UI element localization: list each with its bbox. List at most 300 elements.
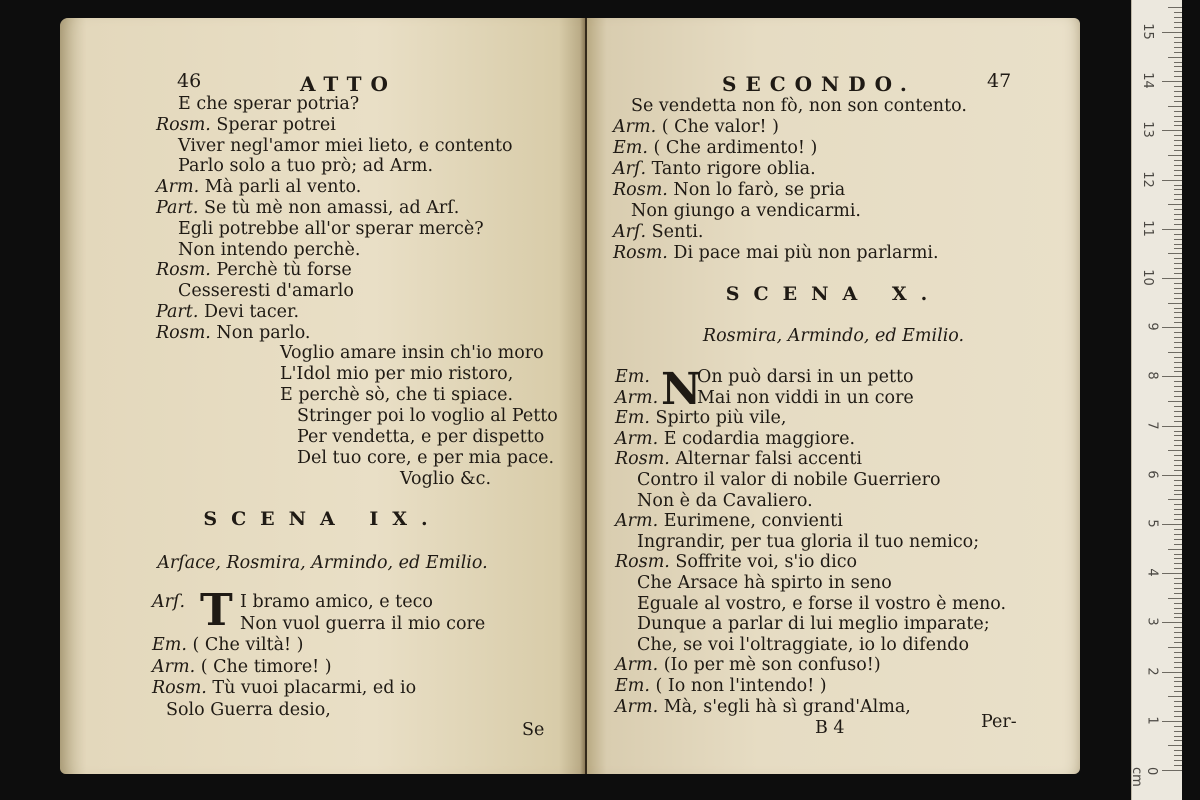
speaker-label: Arſ. (613, 222, 647, 242)
line-text: Mà parli al vento. (199, 177, 362, 198)
text-line (615, 408, 786, 428)
ruler-tick (1174, 47, 1182, 48)
ruler-tick (1174, 686, 1182, 687)
ruler-tick (1174, 140, 1182, 141)
text-line (613, 159, 816, 179)
ruler-tick (1174, 509, 1182, 510)
speaker-label: Rosm. (156, 322, 211, 343)
ruler-tick (1174, 101, 1182, 102)
line-text: Mà, s'egli hà sì grand'Alma, (658, 696, 911, 717)
right-page (587, 18, 1080, 774)
ruler-tick (1174, 406, 1182, 407)
ruler-tick (1174, 283, 1182, 284)
ruler-tick (1174, 194, 1182, 195)
ruler-tick (1174, 239, 1182, 240)
line-text: Voglio amare insin ch'io moro (280, 343, 544, 363)
ruler-tick (1174, 652, 1182, 653)
ruler-tick (1174, 121, 1182, 122)
ruler-tick (1174, 765, 1182, 766)
line-text: L'Idol mio per mio ristoro, (280, 364, 514, 384)
ruler-tick (1174, 421, 1182, 422)
right-page-number: 47 (987, 70, 1012, 92)
ruler-tick (1162, 376, 1182, 377)
speaker-label: Em. (615, 367, 650, 387)
line-text: ( Che ardimento! ) (647, 138, 818, 158)
ruler-tick (1162, 130, 1182, 131)
ruler-tick (1162, 32, 1182, 33)
text-line (152, 657, 332, 677)
text-line (637, 573, 892, 593)
right-scene-title: SCENA X. (725, 283, 942, 305)
text-line (631, 201, 861, 221)
ruler-tick (1174, 165, 1182, 166)
line-text: I bramo amico, e teco (240, 592, 433, 612)
ruler-tick (1174, 681, 1182, 682)
ruler-tick (1168, 253, 1182, 254)
ruler-tick (1174, 608, 1182, 609)
ruler-tick (1174, 485, 1182, 486)
ruler-tick (1162, 81, 1182, 82)
speaker-label: Arſ. (613, 159, 647, 179)
text-line (637, 491, 813, 511)
ruler-tick (1174, 554, 1182, 555)
line-text: Alternar falsi accenti (669, 449, 862, 470)
open-book (60, 18, 1080, 774)
text-line (613, 222, 703, 242)
line-text: Spirto più vile, (649, 408, 787, 429)
ruler-tick (1174, 116, 1182, 117)
ruler-tick (1168, 499, 1182, 500)
text-line (152, 592, 433, 612)
ruler-tick (1174, 578, 1182, 579)
ruler-tick (1174, 367, 1182, 368)
ruler-tick (1174, 455, 1182, 456)
ruler-tick (1174, 298, 1182, 299)
ruler-tick (1174, 288, 1182, 289)
ruler-number: 9 (1144, 322, 1160, 331)
text-line (156, 177, 361, 197)
text-line (178, 281, 354, 301)
speaker-label: Rosm. (615, 449, 670, 470)
text-line (240, 614, 485, 634)
speaker-label: Arm. (615, 387, 659, 408)
ruler-tick (1174, 357, 1182, 358)
ruler-tick (1174, 312, 1182, 313)
ruler-tick (1174, 337, 1182, 338)
ruler-tick (1174, 381, 1182, 382)
speaker-label: Arm. (156, 177, 200, 198)
ruler-tick (1174, 632, 1182, 633)
text-line (631, 96, 967, 116)
line-text: Viver negl'amor miei lieto, e contento (178, 135, 513, 156)
ruler-tick (1174, 322, 1182, 323)
ruler-tick (1174, 347, 1182, 348)
text-line (156, 198, 459, 218)
speaker-label: Rosm. (613, 180, 668, 200)
speaker-label: Em. (152, 635, 187, 655)
ruler-tick (1174, 731, 1182, 732)
ruler-tick (1174, 12, 1182, 13)
ruler-tick (1174, 657, 1182, 658)
speaker-label: Arm. (615, 511, 659, 532)
speaker-label: Arm. (615, 655, 659, 676)
text-line (297, 427, 544, 447)
line-text: Parlo solo a tuo prò; ad Arm. (178, 156, 434, 177)
text-line (615, 367, 914, 387)
ruler-tick (1162, 327, 1182, 328)
ruler-tick (1162, 524, 1182, 525)
speaker-label: Rosm. (613, 243, 668, 263)
text-line (400, 469, 491, 489)
right-catchword: Per- (981, 712, 1017, 732)
speaker-label: Rosm. (152, 678, 207, 698)
left-page (60, 18, 585, 774)
ruler-tick (1174, 617, 1182, 618)
text-line (613, 138, 817, 158)
text-line (178, 94, 359, 114)
line-text: Sperar potrei (210, 114, 336, 135)
ruler-tick (1174, 716, 1182, 717)
line-text: Se vendetta non fò, non son contento. (631, 96, 967, 116)
ruler-number: 11 (1140, 220, 1156, 237)
ruler-tick (1174, 308, 1182, 309)
ruler-tick (1174, 273, 1182, 274)
ruler-tick (1174, 125, 1182, 126)
text-line (152, 635, 303, 655)
ruler-tick (1174, 637, 1182, 638)
speaker-label: Part. (156, 198, 199, 218)
text-line (637, 470, 941, 490)
line-text: Mai non viddi in un core (697, 387, 914, 408)
text-line (615, 449, 862, 469)
line-text: Eurimene, convienti (658, 511, 843, 532)
ruler-tick (1174, 583, 1182, 584)
text-line (297, 406, 558, 426)
ruler-tick (1174, 539, 1182, 540)
ruler-tick (1174, 170, 1182, 171)
ruler-tick (1168, 57, 1182, 58)
ruler-tick (1174, 740, 1182, 741)
ruler-tick (1174, 244, 1182, 245)
ruler-tick (1162, 721, 1182, 722)
text-line (615, 387, 914, 408)
ruler-tick (1174, 332, 1182, 333)
line-text: Stringer poi lo voglio al Petto (297, 406, 558, 426)
speaker-label: Em. (615, 408, 650, 429)
ruler-tick (1174, 465, 1182, 466)
ruler-tick (1174, 563, 1182, 564)
ruler-tick (1174, 66, 1182, 67)
ruler-tick (1174, 135, 1182, 136)
ruler-tick (1162, 180, 1182, 181)
text-line (178, 136, 513, 156)
ruler-tick (1162, 475, 1182, 476)
text-line (637, 532, 979, 552)
ruler-tick (1174, 185, 1182, 186)
ruler-tick (1174, 362, 1182, 363)
ruler-tick (1174, 386, 1182, 387)
text-line (166, 700, 331, 720)
ruler-tick (1174, 234, 1182, 235)
ruler-tick (1174, 22, 1182, 23)
ruler-tick (1174, 209, 1182, 210)
left-running-head: ATTO (300, 72, 397, 96)
ruler-tick (1174, 662, 1182, 663)
ruler-tick (1162, 622, 1182, 623)
line-text: Non lo farò, se pria (667, 180, 846, 200)
ruler-tick (1174, 342, 1182, 343)
measurement-ruler (1131, 0, 1182, 800)
ruler-tick (1174, 480, 1182, 481)
line-text: Egli potrebbe all'or sperar mercè? (178, 218, 484, 239)
ruler-tick (1174, 76, 1182, 77)
line-text: Non vuol guerra il mio core (240, 613, 486, 634)
ruler-tick (1168, 549, 1182, 550)
signature-mark: B 4 (815, 718, 845, 738)
line-text: Del tuo core, e per mia pace. (297, 448, 555, 468)
ruler-tick (1162, 573, 1182, 574)
ruler-tick (1174, 514, 1182, 515)
ruler-tick (1174, 17, 1182, 18)
ruler-tick (1174, 593, 1182, 594)
ruler-tick (1174, 268, 1182, 269)
text-line (613, 117, 779, 137)
ruler-tick (1174, 667, 1182, 668)
text-line (637, 594, 1006, 614)
ruler-tick (1174, 460, 1182, 461)
text-line (280, 385, 513, 405)
text-line (178, 240, 360, 260)
ruler-tick (1174, 396, 1182, 397)
ruler-tick (1174, 691, 1182, 692)
ruler-number: 3 (1144, 617, 1160, 627)
line-text: Soffrite voi, s'io dico (669, 552, 858, 573)
ruler-unit-label: 0 cm (1129, 767, 1159, 787)
line-text: Di pace mai più non parlarmi. (667, 243, 939, 263)
line-text: (Io per mè son confuso!) (658, 655, 881, 676)
ruler-tick (1174, 750, 1182, 751)
ruler-tick (1168, 106, 1182, 107)
ruler-tick (1174, 445, 1182, 446)
ruler-tick (1174, 371, 1182, 372)
line-text: Voglio &c. (400, 469, 492, 489)
ruler-number: 5 (1144, 519, 1160, 528)
speaker-label: Arm. (152, 656, 196, 677)
ruler-tick (1174, 160, 1182, 161)
ruler-tick (1174, 293, 1182, 294)
ruler-number: 10 (1140, 269, 1156, 286)
ruler-tick (1174, 52, 1182, 53)
ruler-tick (1174, 96, 1182, 97)
line-text: Solo Guerra desio, (166, 699, 331, 720)
line-text: ( Che timore! ) (195, 656, 332, 677)
ruler-tick (1174, 435, 1182, 436)
ruler-number: 8 (1144, 371, 1160, 381)
ruler-tick (1168, 7, 1182, 8)
speaker-label: Rosm. (156, 114, 211, 135)
line-text: Tù vuoi placarmi, ed io (206, 678, 417, 698)
line-text: Devi tacer. (198, 302, 300, 322)
ruler-tick (1174, 642, 1182, 643)
line-text: Che, se voi l'oltraggiate, io lo difendo (637, 634, 969, 655)
line-text: Non parlo. (210, 322, 311, 343)
ruler-number: 7 (1144, 420, 1160, 430)
ruler-tick (1174, 494, 1182, 495)
ruler-tick (1174, 145, 1182, 146)
ruler-tick (1168, 204, 1182, 205)
text-line (615, 429, 855, 449)
ruler-number: 15 (1140, 23, 1156, 40)
speaker-label: Arm. (613, 117, 657, 137)
ruler-tick (1174, 755, 1182, 756)
line-text: ( Io non l'intendo! ) (649, 676, 827, 696)
ruler-tick (1168, 352, 1182, 353)
ruler-tick (1174, 199, 1182, 200)
ruler-tick (1168, 647, 1182, 648)
left-drop-cap: T (200, 585, 233, 636)
ruler-tick (1174, 248, 1182, 249)
ruler-tick (1174, 71, 1182, 72)
speaker-label: Arm. (615, 696, 659, 717)
text-line (637, 614, 990, 634)
text-line (615, 511, 843, 531)
ruler-tick (1174, 258, 1182, 259)
line-text: Non intendo perchè. (178, 239, 361, 260)
text-line (637, 635, 969, 655)
ruler-tick (1174, 62, 1182, 63)
ruler-tick (1174, 111, 1182, 112)
text-line (152, 678, 416, 698)
ruler-tick (1174, 736, 1182, 737)
text-line (615, 655, 881, 675)
speaker-label: Arm. (615, 428, 659, 449)
line-text: E perchè sò, che ti spiace. (280, 385, 514, 405)
line-text: ( Che valor! ) (656, 117, 779, 137)
line-text: E codardia maggiore. (658, 428, 856, 449)
ruler-tick (1168, 598, 1182, 599)
ruler-tick (1162, 229, 1182, 230)
ruler-tick (1174, 534, 1182, 535)
ruler-tick (1174, 490, 1182, 491)
text-line (615, 676, 827, 696)
line-text: Senti. (646, 222, 704, 242)
line-text: Cesseresti d'amarlo (178, 281, 354, 302)
ruler-tick (1174, 544, 1182, 545)
text-line (178, 156, 433, 176)
ruler-tick (1174, 150, 1182, 151)
ruler-tick (1174, 224, 1182, 225)
ruler-tick (1174, 726, 1182, 727)
speaker-label: Part. (156, 302, 199, 322)
line-text: On può darsi in un petto (697, 367, 914, 387)
speaker-label: Em. (615, 676, 650, 696)
line-text: Se tù mè non amassi, ad Arſ. (198, 198, 460, 218)
ruler-tick (1174, 431, 1182, 432)
line-text: Eguale al vostro, e forse il vostro è meno. (637, 593, 1007, 614)
ruler-tick (1168, 155, 1182, 156)
right-scene-cast: Rosmira, Armindo, ed Emilio. (702, 326, 965, 346)
speaker-label: Rosm. (156, 260, 211, 281)
ruler-tick (1174, 470, 1182, 471)
line-text: Che Arsace hà spirto in seno (637, 573, 892, 593)
ruler-tick (1174, 391, 1182, 392)
ruler-tick (1174, 677, 1182, 678)
line-text: Tanto rigore oblia. (646, 159, 816, 179)
line-text: E che sperar potria? (178, 94, 360, 114)
ruler-tick (1168, 450, 1182, 451)
ruler-tick (1174, 42, 1182, 43)
ruler-tick (1174, 27, 1182, 28)
left-scene-title: SCENA IX. (203, 508, 442, 530)
ruler-tick (1174, 760, 1182, 761)
ruler-tick (1162, 426, 1182, 427)
ruler-tick (1174, 189, 1182, 190)
ruler-tick (1174, 613, 1182, 614)
ruler-tick (1174, 529, 1182, 530)
ruler-number: 6 (1144, 470, 1160, 479)
ruler-number: 4 (1144, 568, 1160, 577)
text-line (615, 697, 911, 717)
text-line (178, 219, 484, 239)
ruler-tick (1168, 303, 1182, 304)
text-line (156, 115, 336, 135)
ruler-tick (1174, 317, 1182, 318)
text-line (613, 243, 939, 263)
ruler-tick (1174, 219, 1182, 220)
text-line (156, 260, 352, 280)
text-line (615, 552, 857, 572)
ruler-tick (1174, 175, 1182, 176)
text-line (280, 364, 513, 384)
line-text: Ingrandir, per tua gloria il tuo nemico; (637, 531, 980, 552)
ruler-tick (1174, 568, 1182, 569)
ruler-number: 12 (1140, 170, 1156, 188)
right-running-head: SECONDO. (722, 72, 916, 96)
ruler-tick (1174, 37, 1182, 38)
ruler-tick (1168, 696, 1182, 697)
right-drop-cap: N (661, 364, 702, 415)
text-line (297, 448, 554, 468)
line-text: Perchè tù forse (210, 260, 352, 281)
ruler-tick (1168, 401, 1182, 402)
ruler-tick (1174, 263, 1182, 264)
ruler-tick (1174, 588, 1182, 589)
ruler-tick (1174, 86, 1182, 87)
text-line (280, 343, 544, 363)
text-line (156, 302, 299, 322)
ruler-tick (1174, 214, 1182, 215)
ruler-tick (1174, 519, 1182, 520)
ruler-number: 2 (1144, 666, 1160, 676)
ruler-tick (1174, 701, 1182, 702)
ruler-tick (1174, 627, 1182, 628)
left-scene-cast: Arſace, Rosmira, Armindo, ed Emilio. (157, 553, 488, 573)
text-line (613, 180, 845, 200)
ruler-tick (1174, 711, 1182, 712)
left-page-number: 46 (177, 70, 202, 92)
ruler-tick (1174, 603, 1182, 604)
ruler-tick (1168, 745, 1182, 746)
speaker-label: Rosm. (615, 552, 670, 573)
right-page-header (587, 72, 1080, 98)
line-text: Contro il valor di nobile Guerriero (637, 470, 941, 490)
line-text: Non è da Cavaliero. (637, 490, 813, 511)
ruler-tick (1174, 416, 1182, 417)
ruler-tick (1174, 411, 1182, 412)
line-text: ( Che viltà! ) (186, 635, 304, 655)
ruler-tick (1162, 770, 1182, 771)
ruler-number: 13 (1140, 121, 1156, 139)
